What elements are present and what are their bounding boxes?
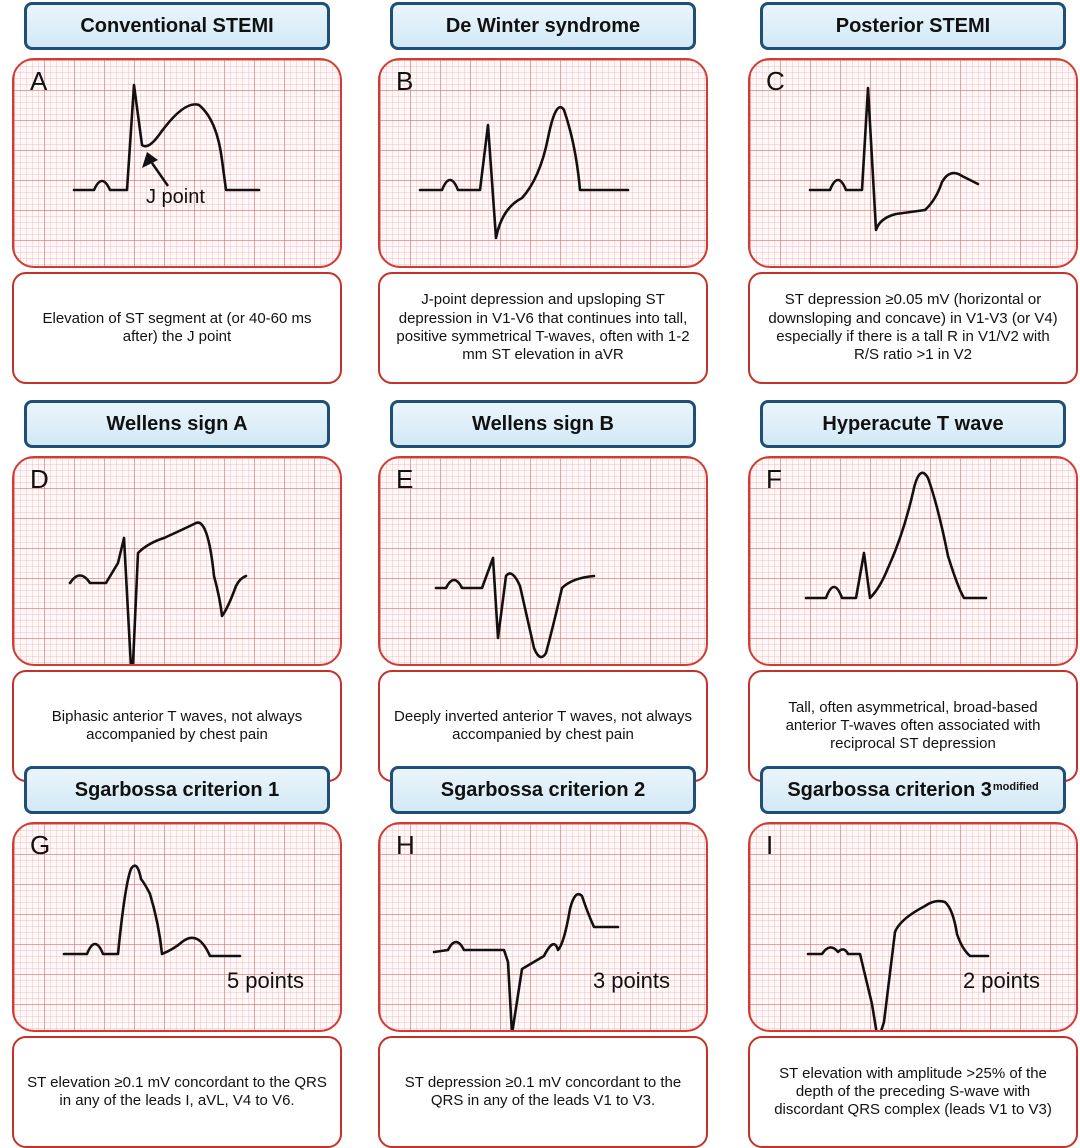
panel-description-text: Elevation of ST segment at (or 40-60 ms after) the J point [42, 309, 312, 345]
panel-title [390, 2, 696, 50]
score-points: 2 points [962, 968, 1040, 993]
panel-a [12, 2, 342, 382]
ecg-trace [64, 866, 240, 956]
panel-description [12, 1036, 342, 1148]
ecg-waveform [750, 60, 1076, 266]
ecg-trace [74, 85, 259, 190]
panel-description [12, 272, 342, 384]
score-points: 5 points [226, 968, 304, 993]
j-point-label: J point [146, 186, 205, 208]
arrow-head-icon [142, 152, 158, 168]
panel-letter: H [396, 830, 415, 860]
panel-title-text: Hyperacute T wave [822, 412, 1004, 435]
panel-description-text: ST elevation with amplitude >25% of the depth of the preceding S-wave with discordant QRS complex (leads V1 to V3) [774, 1064, 1052, 1119]
ecg-strip [378, 822, 708, 1032]
panel-title-text: Sgarbossa criterion 1 [74, 778, 280, 801]
panel-title-text: Sgarbossa criterion 2 [440, 778, 646, 801]
ecg-strip [12, 456, 342, 666]
ecg-waveform [380, 824, 706, 1030]
panel-description [378, 1036, 708, 1148]
ecg-waveform [14, 60, 340, 266]
panel-description [378, 272, 708, 384]
panel-letter: I [766, 830, 774, 860]
panel-title [390, 400, 696, 448]
panel-description [748, 272, 1078, 384]
panel-description-text: Biphasic anterior T waves, not always accompanied by chest pain [51, 707, 303, 743]
panel-title [760, 400, 1066, 448]
panel-i [748, 766, 1078, 1146]
ecg-strip [748, 822, 1078, 1032]
panel-title-text: Wellens sign B [472, 412, 614, 435]
panel-letter: A [30, 66, 48, 96]
panel-letter: G [30, 830, 51, 860]
ecg-trace [434, 894, 618, 1030]
ecg-strip [378, 58, 708, 268]
panel-description-text: ST depression ≥0.05 mV (horizontal or downsloping and concave) in V1-V3 (or V4) especially if there is a tall R in V1/V2 with R/S ratio >1 in V2 [768, 291, 1058, 364]
panel-description [748, 1036, 1078, 1148]
panel-letter: B [396, 66, 414, 96]
ecg-strip [12, 58, 342, 268]
panel-title-text: Wellens sign A [106, 412, 248, 435]
ecg-strip [748, 58, 1078, 268]
panel-letter: D [30, 464, 49, 494]
panel-g [12, 766, 342, 1146]
panel-b [378, 2, 708, 382]
panel-title-text: Sgarbossa criterion 3 [787, 778, 992, 801]
ecg-strip [12, 822, 342, 1032]
panel-description-text: ST elevation ≥0.1 mV concordant to the QRS in any of the leads I, aVL, V4 to V6. [27, 1073, 327, 1109]
panel-title-text: Posterior STEMI [835, 14, 991, 37]
score-points: 3 points [592, 968, 670, 993]
panel-description-text: ST depression ≥0.1 mV concordant to the QRS in any of the leads V1 to V3. [404, 1073, 682, 1109]
ecg-waveform [380, 60, 706, 266]
panel-title [390, 766, 696, 814]
ecg-waveform [14, 824, 340, 1030]
arrow-icon [152, 163, 168, 186]
ecg-trace [808, 901, 988, 1030]
panel-title-text: De Winter syndrome [445, 14, 641, 37]
ecg-strip [378, 456, 708, 666]
ecg-strip [748, 456, 1078, 666]
ecg-trace [806, 473, 986, 598]
ecg-waveform [14, 458, 340, 664]
ecg-waveform [750, 824, 1076, 1030]
panel-description-text: Tall, often asymmetrical, broad-based anterior T-waves often associated with reciprocal ST depression [785, 698, 1041, 753]
panel-description-text: J-point depression and upsloping ST depression in V1-V6 that continues into tall, positive symmetrical T-waves, often with 1-2 mm ST elevation in aVR [396, 291, 690, 364]
ecg-waveform [750, 458, 1076, 664]
panel-title [760, 766, 1066, 814]
panel-title [760, 2, 1066, 50]
panel-title-superscript: modified [992, 781, 1039, 793]
panel-title-text: Conventional STEMI [80, 14, 274, 37]
panel-h [378, 766, 708, 1146]
panel-description-text: Deeply inverted anterior T waves, not always accompanied by chest pain [394, 707, 692, 743]
panel-letter: E [396, 464, 414, 494]
panel-e [378, 400, 708, 780]
ecg-waveform [380, 458, 706, 664]
ecg-trace [70, 523, 246, 664]
panel-title [24, 766, 330, 814]
ecg-trace [420, 107, 628, 238]
panel-d [12, 400, 342, 780]
ecg-trace [810, 88, 978, 230]
ecg-trace [436, 558, 594, 657]
panel-title [24, 2, 330, 50]
panel-letter: C [766, 66, 785, 96]
panel-c [748, 2, 1078, 382]
panel-letter: F [766, 464, 782, 494]
panel-f [748, 400, 1078, 780]
panel-title [24, 400, 330, 448]
